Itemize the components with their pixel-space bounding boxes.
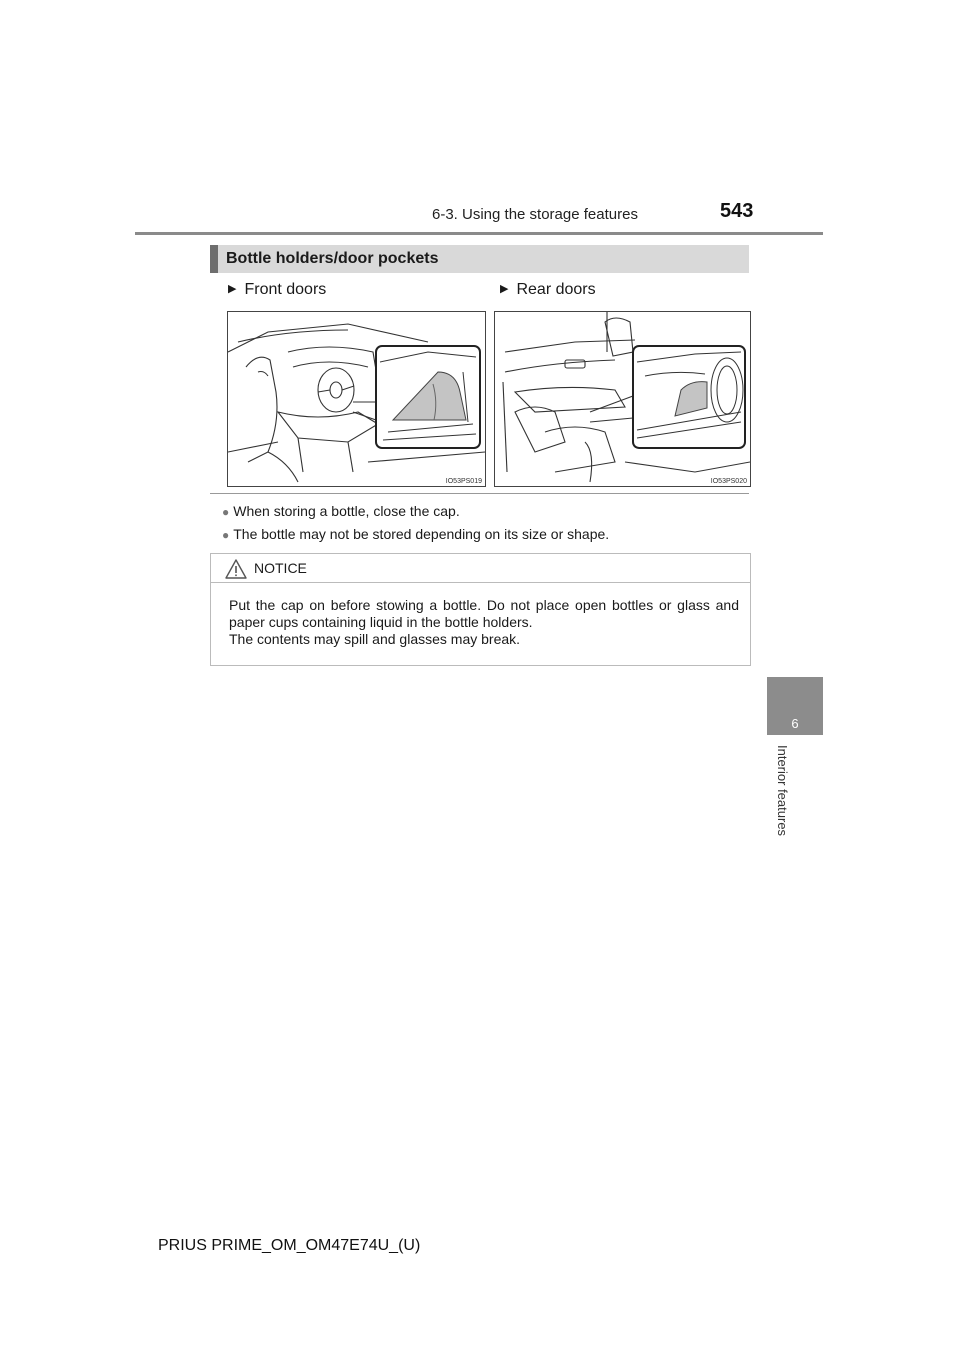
bullet-text: When storing a bottle, close the cap. — [233, 503, 460, 519]
notice-divider — [210, 582, 751, 583]
caption-arrow-icon: ▶ — [228, 283, 237, 295]
front-doors-caption — [228, 281, 326, 299]
front-doors-line-art — [228, 312, 485, 486]
rear-doors-illustration — [494, 311, 751, 487]
page-number: 543 — [720, 200, 754, 222]
chapter-tab-label: Interior features — [775, 745, 790, 837]
rear-doors-line-art — [495, 312, 750, 486]
notice-title: NOTICE — [254, 560, 307, 576]
bullet-text: The bottle may not be stored depending on its size or shape. — [233, 526, 610, 542]
front-doors-illustration — [227, 311, 486, 487]
bullet-dot-icon: ● — [222, 528, 230, 542]
footer-model-code: PRIUS PRIME_OM_OM47E74U_(U) — [158, 1237, 421, 1254]
warning-triangle-icon — [224, 558, 248, 585]
front-figure-code: IO53PS019 — [445, 478, 482, 485]
rear-doors-caption-text: Rear doors — [516, 281, 596, 298]
header-section-title: 6-3. Using the storage features — [432, 206, 638, 223]
notice-paragraph: The contents may spill and glasses may break. — [229, 631, 521, 647]
figure-divider — [210, 493, 749, 494]
chapter-tab-number: 6 — [791, 716, 799, 731]
notice-paragraph: Put the cap on before stowing a bottle. Do not place open bottles or glass and paper cups containing liquid in the bottle holders. — [229, 597, 739, 630]
section-title-accent — [210, 245, 218, 273]
front-doors-caption-text: Front doors — [244, 281, 327, 298]
rear-doors-caption — [500, 281, 596, 299]
list-item — [222, 503, 460, 519]
header-divider — [135, 232, 823, 235]
notice-body — [229, 597, 739, 648]
rear-figure-code: IO53PS020 — [710, 478, 747, 485]
bullet-dot-icon: ● — [222, 505, 230, 519]
caption-arrow-icon: ▶ — [500, 283, 509, 295]
list-item — [222, 526, 609, 542]
section-title: Bottle holders/door pockets — [226, 250, 439, 267]
